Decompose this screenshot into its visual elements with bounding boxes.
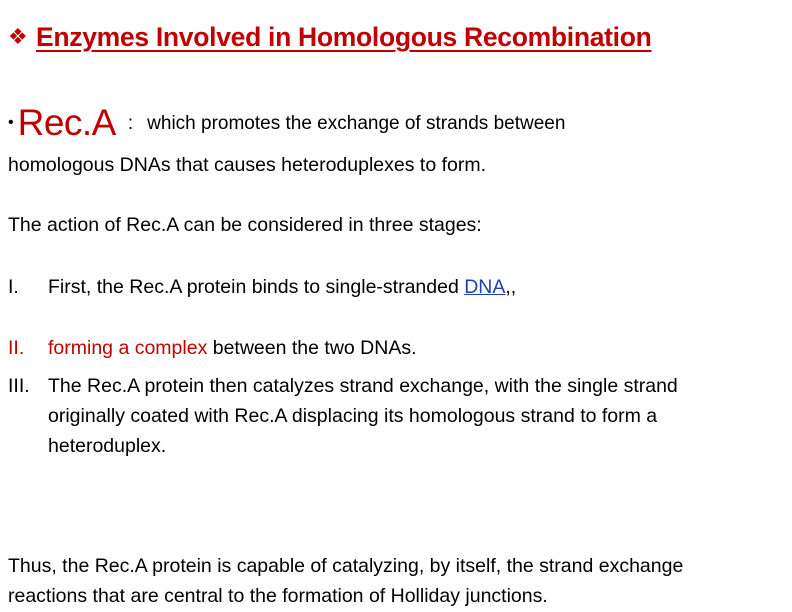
step-1-text: First, the Rec.A protein binds to single-stranded [48,276,465,298]
step-1-text-after: ,, [505,276,517,298]
step-2-number: II. [8,337,25,359]
term-separator: : [127,113,134,134]
dna-link[interactable]: DNA [464,276,506,298]
conclusion-line-2: reactions that are central to the formation of Holliday junctions. [8,585,548,607]
step-3-line-2: originally coated with Rec.A displacing its homologous strand to form a [48,405,658,427]
step-1 [8,272,516,302]
slide-title [8,24,652,51]
step-1-number: I. [8,276,19,298]
bullet-dot-icon: • [8,114,14,131]
conclusion-paragraph [8,551,683,611]
conclusion-line-1: Thus, the Rec.A protein is capable of catalyzing, by itself, the strand exchange [8,555,684,577]
term-description-continuation: homologous DNAs that causes heteroduplexes to form. [8,154,487,176]
step-3-lines [48,371,678,461]
step-3 [8,371,678,461]
step-3-number: III. [8,375,30,397]
intro-paragraph: The action of Rec.A can be considered in three stages: [8,214,482,236]
step-3-line-3: heteroduplex. [48,435,167,457]
diamond-bullet-icon: ❖ [8,24,28,49]
term-description: which promotes the exchange of strands between [147,113,566,134]
term-bullet [8,104,565,141]
step-2 [8,333,417,363]
step-3-line-1: The Rec.A protein then catalyzes strand exchange, with the single strand [48,375,678,397]
slide-title-text: Enzymes Involved in Homologous Recombination [36,22,652,52]
step-2-highlight: forming a complex [48,337,208,359]
term-reca: Rec.A [17,102,116,143]
step-2-text: between the two DNAs. [207,337,417,359]
